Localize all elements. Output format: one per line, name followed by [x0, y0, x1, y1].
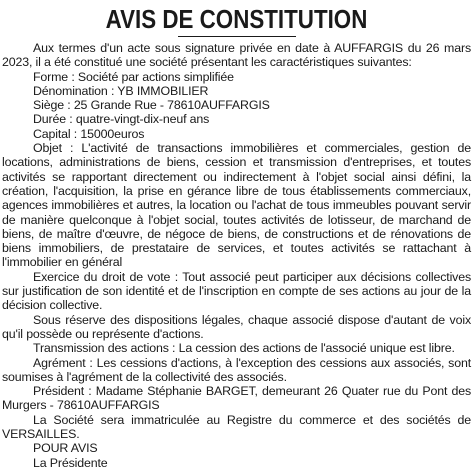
capital-line: Capital : 15000euros — [33, 126, 145, 141]
siege-line: Siège : 25 Grande Rue - 78610AUFFARGIS — [33, 98, 270, 113]
agrement-paragraph: Agrément : Les cessions d'actions, à l'exception des cessions aux associés, sont soumises à l'agrément de la collectivité des associés. — [2, 355, 471, 384]
signataire-line: La Présidente — [33, 455, 108, 470]
forme-line: Forme : Société par actions simplifiée — [33, 69, 234, 84]
objet-paragraph: Objet : L'activité de transactions immobilières et commerciales, gestion de locations, administrations de biens, cession et transmission d'entreprises, et toutes activités se rapportant directement ou indirectement à l'objet social ainsi défini, la création, l'acquisition, la prise en gérance libre de tous établissements commerciaux, agences immobilières et autres, la location ou l'achat de tous immeubles pouvant servir de manière quelconque à l'objet social, toutes activités de lotisseur, de marchand de biens, de maître d'œuvre, de négoce de biens, de constructions et de rénovations de biens immobiliers, de prestataire de services, et toutes activités se rattachant à l'immobilier en général — [2, 141, 471, 270]
president-paragraph: Président : Madame Stéphanie BARGET, demeurant 26 Quater rue du Pont des Murgers - 78610AUFFARGIS — [2, 384, 471, 413]
immatriculation-paragraph: La Société sera immatriculée au Registre du commerce et des sociétés de VERSAILLES. — [2, 412, 471, 442]
denomination-line: Dénomination : YB IMMOBILIER — [33, 83, 209, 98]
title-underline — [178, 36, 296, 37]
duree-line: Durée : quatre-vingt-dix-neuf ans — [33, 112, 210, 127]
notice-body — [2, 41, 471, 470]
transmission-paragraph: Transmission des actions : La cession des actions de l'associé unique est libre. — [33, 341, 455, 356]
vote-paragraph: Exercice du droit de vote : Tout associé peut participer aux décisions collectives sur justification de son identité et de l'inscription en compte de ses actions au jour de la décision collective. — [2, 269, 471, 313]
reserve-paragraph: Sous réserve des dispositions légales, chaque associé dispose d'autant de voix qu'il possède ou représente d'actions. — [2, 312, 471, 341]
pour-avis-line: POUR AVIS — [33, 441, 98, 456]
notice-title: AVIS DE CONSTITUTION — [105, 4, 368, 34]
intro-paragraph: Aux termes d'un acte sous signature privée en date à AUFFARGIS du 26 mars 2023, il a été constitué une société présentant les caractéristiques suivantes: — [2, 41, 471, 70]
